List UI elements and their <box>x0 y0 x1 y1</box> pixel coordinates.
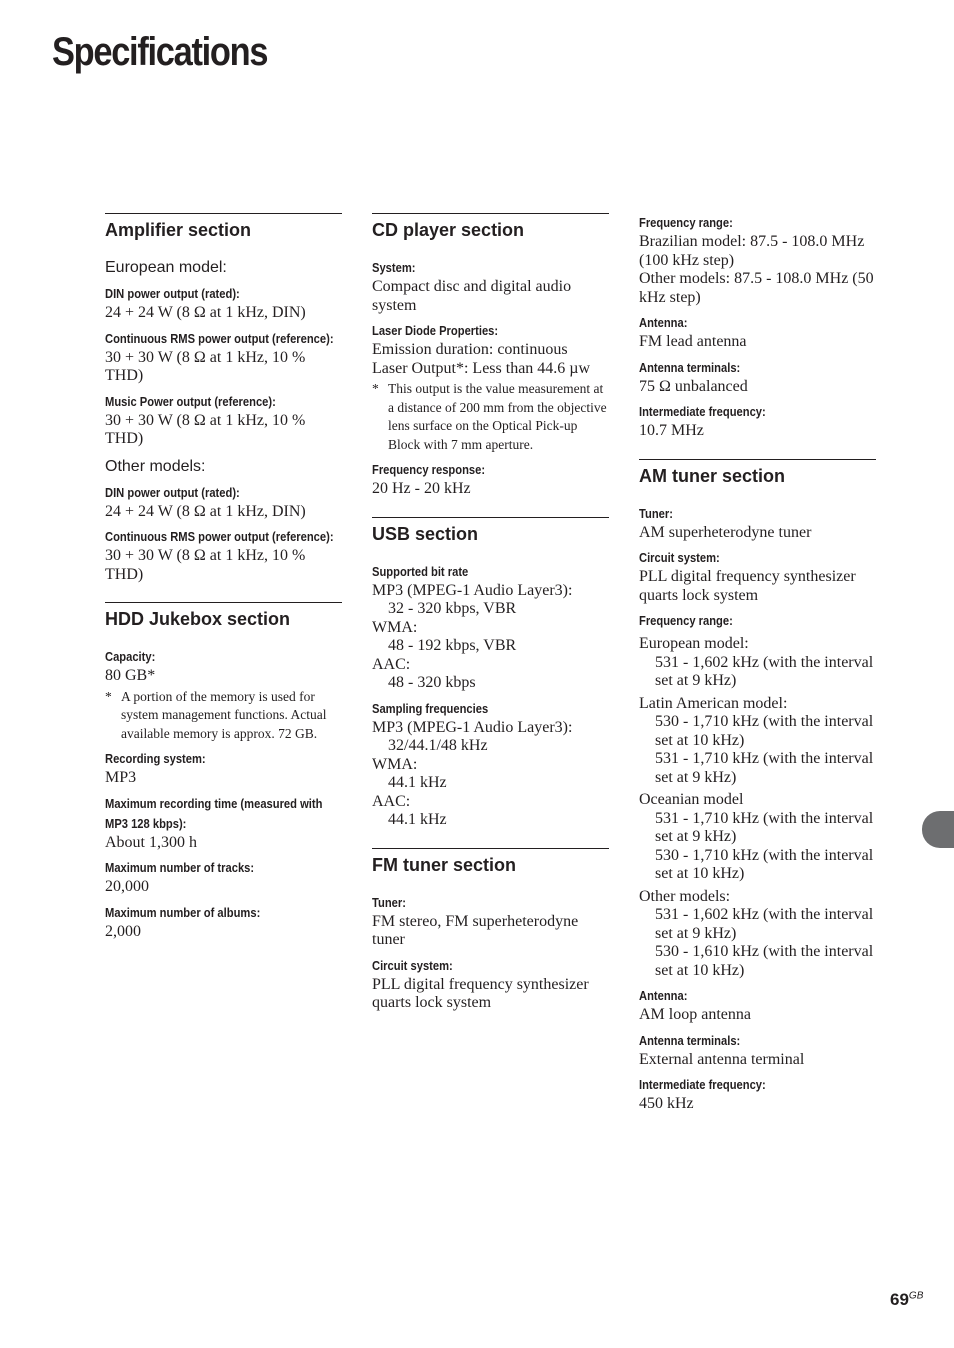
spec-value: 531 - 1,710 kHz (with the interval set at 9 kHz) <box>655 809 874 845</box>
spec-value: Emission duration: continuous <box>372 341 568 358</box>
spec-label: Antenna: <box>639 988 688 1003</box>
footnote-text: A portion of the memory is used for system management functions. Actual available memory is approx. 72 GB. <box>121 688 327 741</box>
spec-value: MP3 <box>105 769 137 786</box>
spec-value: 48 - 192 kbps, VBR <box>388 637 517 654</box>
spec-label: DIN power output (rated): <box>105 484 240 500</box>
spec-value: Laser Output*: Less than 44.6 µw <box>372 359 591 377</box>
spec-value: External antenna terminal <box>639 1050 805 1068</box>
spec-label: Maximum number of tracks: <box>105 860 255 875</box>
spec-value: Compact disc and digital audio system <box>372 278 572 314</box>
cd-section-title: CD player section <box>372 220 525 240</box>
column-left <box>105 213 342 959</box>
spec-label: Antenna terminals: <box>639 359 741 375</box>
spec-label: Tuner: <box>372 894 406 910</box>
amplifier-section <box>105 213 342 584</box>
spec-label: Maximum number of albums: <box>105 904 261 920</box>
spec-value: AAC: <box>372 655 411 673</box>
spec-label: Frequency response: <box>372 462 486 477</box>
footnote <box>372 380 609 454</box>
spec-value: MP3 (MPEG-1 Audio Layer3): <box>372 581 573 599</box>
spec-value: 20,000 <box>105 878 149 895</box>
usb-section-title: USB section <box>372 523 479 544</box>
spec-value: PLL digital frequency synthesizer quarts lock system <box>372 975 589 1011</box>
spec-label: Antenna: <box>639 315 688 330</box>
spec-value: 24 + 24 W (8 Ω at 1 kHz, DIN) <box>105 502 306 520</box>
spec-label: Frequency range: <box>639 215 733 230</box>
spec-value: AM superheterodyne tuner <box>639 523 812 541</box>
column-right <box>639 213 876 1132</box>
spec-value: European model: <box>639 635 749 652</box>
spec-label: Sampling frequencies <box>372 700 489 716</box>
spec-value: FM lead antenna <box>639 333 747 350</box>
chapter-thumb-tab <box>922 811 954 848</box>
spec-value: 2,000 <box>105 922 141 940</box>
spec-value: 30 + 30 W (8 Ω at 1 kHz, 10 % THD) <box>105 547 306 583</box>
hdd-section-title: HDD Jukebox section <box>105 609 291 629</box>
spec-value: 531 - 1,602 kHz (with the interval set at 9 kHz) <box>655 906 874 942</box>
am-section-title: AM tuner section <box>639 465 786 486</box>
spec-value: Oceanian model <box>639 791 744 808</box>
spec-value: MP3 (MPEG-1 Audio Layer3): <box>372 718 573 736</box>
spec-value: 530 - 1,710 kHz (with the interval set at 10 kHz) <box>655 713 874 749</box>
range-group-other <box>639 888 876 981</box>
spec-label: Intermediate frequency: <box>639 1077 766 1092</box>
footnote-marker: * <box>105 688 112 704</box>
column-middle <box>372 213 609 1031</box>
page-title: Specifications <box>52 30 268 74</box>
spec-value: WMA: <box>372 755 418 773</box>
spec-value: 531 - 1,710 kHz (with the interval set at 9 kHz) <box>655 750 874 786</box>
spec-label: System: <box>372 260 416 275</box>
spec-label: Capacity: <box>105 649 156 664</box>
spec-label: Laser Diode Properties: <box>372 323 499 338</box>
fm-section-continued <box>639 213 876 441</box>
spec-label: DIN power output (rated): <box>105 286 240 301</box>
footnote <box>105 688 342 744</box>
range-group-oceanian <box>639 791 876 884</box>
spec-value: Latin American model: <box>639 694 788 712</box>
spec-value: WMA: <box>372 618 418 636</box>
spec-value: 20 Hz - 20 kHz <box>372 480 471 497</box>
range-group-european <box>639 635 876 691</box>
spec-value: 48 - 320 kbps <box>388 674 476 691</box>
page-lang-suffix: GB <box>908 1290 924 1302</box>
spec-value: Other models: <box>639 887 731 905</box>
spec-value: 32 - 320 kbps, VBR <box>388 600 517 617</box>
spec-value: PLL digital frequency synthesizer quarts lock system <box>639 568 856 604</box>
footnote-marker: * <box>372 381 379 396</box>
spec-value: Other models: 87.5 - 108.0 MHz (50 kHz step) <box>639 270 874 306</box>
spec-value: 44.1 kHz <box>388 811 447 828</box>
spec-value: 32/44.1/48 kHz <box>388 737 488 754</box>
page-number <box>890 1290 923 1310</box>
fm-section <box>372 848 609 1013</box>
spec-label: Tuner: <box>639 505 673 521</box>
spec-value: 30 + 30 W (8 Ω at 1 kHz, 10 % THD) <box>105 411 306 447</box>
spec-value: 24 + 24 W (8 Ω at 1 kHz, DIN) <box>105 304 306 321</box>
spec-label: Continuous RMS power output (reference): <box>105 330 334 346</box>
spec-label: Maximum recording time (measured with MP3 128 kbps): <box>105 795 323 831</box>
footnote-text: This output is the value measurement at a distance of 200 mm from the objective lens surface on the Optical Pick-up Block with 7 mm aperture. <box>388 381 607 452</box>
spec-label: Antenna terminals: <box>639 1032 741 1048</box>
european-model-heading: European model: <box>105 259 227 276</box>
fm-section-title: FM tuner section <box>372 854 517 875</box>
spec-value: 530 - 1,610 kHz (with the interval set at 10 kHz) <box>655 943 874 979</box>
spec-value: Brazilian model: 87.5 - 108.0 MHz (100 kHz step) <box>639 233 865 269</box>
spec-label: Recording system: <box>105 751 206 766</box>
range-group-latin <box>639 695 876 788</box>
spec-label: Circuit system: <box>372 957 453 973</box>
spec-value: 44.1 kHz <box>388 774 447 791</box>
spec-value: AAC: <box>372 792 411 810</box>
spec-value: 80 GB* <box>105 667 156 684</box>
spec-value: 75 Ω unbalanced <box>639 377 748 395</box>
spec-label: Circuit system: <box>639 550 720 565</box>
spec-label: Supported bit rate <box>372 563 469 579</box>
spec-value: About 1,300 h <box>105 833 197 851</box>
spec-value: 530 - 1,710 kHz (with the interval set at 10 kHz) <box>655 846 874 882</box>
spec-label: Frequency range: <box>639 613 733 628</box>
spec-value: 30 + 30 W (8 Ω at 1 kHz, 10 % THD) <box>105 348 306 384</box>
spec-label: Intermediate frequency: <box>639 404 766 419</box>
amplifier-section-title: Amplifier section <box>105 220 252 240</box>
spec-label: Continuous RMS power output (reference): <box>105 529 334 544</box>
spec-value: 450 kHz <box>639 1095 694 1112</box>
am-section <box>639 459 876 1114</box>
page-number-value: 69 <box>890 1290 909 1309</box>
hdd-section <box>105 602 342 941</box>
usb-section <box>372 517 609 830</box>
spec-value: AM loop antenna <box>639 1006 751 1023</box>
cd-section <box>372 213 609 499</box>
spec-value: 10.7 MHz <box>639 422 704 439</box>
spec-value: FM stereo, FM superheterodyne tuner <box>372 912 579 948</box>
spec-value: 531 - 1,602 kHz (with the interval set at 9 kHz) <box>655 653 874 689</box>
other-models-heading: Other models: <box>105 457 206 475</box>
spec-label: Music Power output (reference): <box>105 393 276 409</box>
